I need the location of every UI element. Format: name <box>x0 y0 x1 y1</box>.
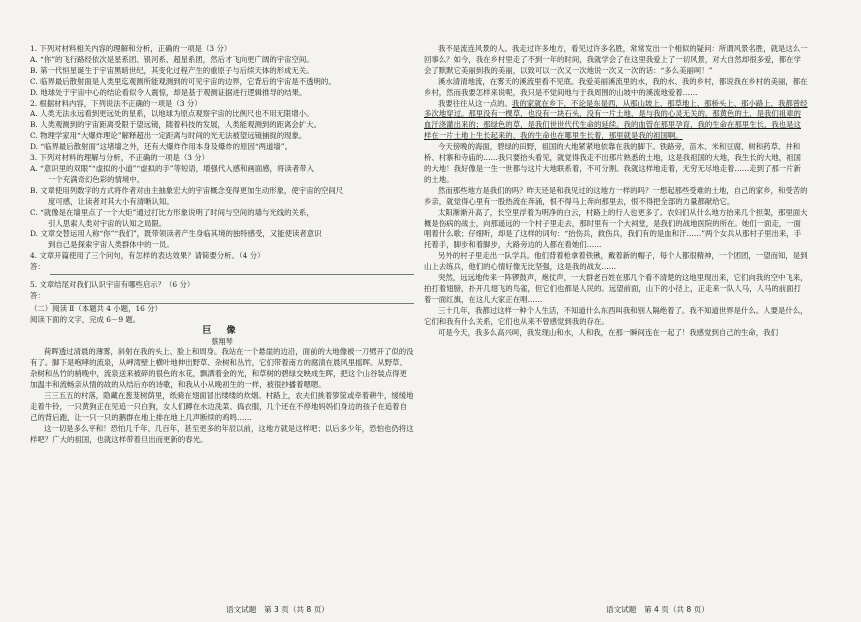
question-1-option-c: C. 临界最后散射面是人类里迄观测所能观测到的可见宇宙的边界，它背后的宇宙是不透明的。 <box>30 76 336 86</box>
question-3-option-d-cont: 到自己是探索宇宙人类群体中的一员。 <box>48 240 174 250</box>
story-paragraph: 另外的村子里走出一队学兵。他们背着枪拿着铁锹，戴着新的帽子，每个人都很精神，一个团团，一望而知，是到山上去练兵，他们的心情好像无比坚强，这是我的战友…… <box>424 251 808 272</box>
page-footer-left: 语文试题 第 3 页（共 8 页） <box>226 605 329 614</box>
question-5-answer-label: 答： <box>30 290 45 300</box>
question-3-option-a: A. “意识里的双眼”“虚拟的小道”“虚拟的手”等短语，增强代入感和画面感，将读者带入 <box>30 163 314 173</box>
question-2-stem: 2. 根据材料内容，下列说法不正确的一项是（3 分） <box>30 98 202 108</box>
story-paragraph: 然而那些地方是我们的吗？昨天还是和我见过的这地方一样的吗？一想起那些受难的土地，自己的家乡，和受苦的乡亲，就觉得心里有一股热流在奔涌，恨不得马上奔向那里去，恨不得把全部的力量都献给它。 <box>424 185 808 206</box>
story-paragraph: 我不是流连风景的人。我走过许多地方，看见过许多名胜，常常发出一个相似的疑问：所谓风景名胜，就是这么一回事么？如今，我在乡村里走了不到一年的时间，我就学会了在这里我爱上了一切风景，对大自然却很多爱，都在学会了默默它美丽到我的美丽，以致可以一次又一次地说一次又一次的话：“多么美丽呵！” <box>424 44 808 75</box>
story-paragraph: 太阳渐渐升高了，长空里浮着为明净的白云，村路上的行人也更多了。农妇们从什么地方抬来几个担架，那里面大概是伤病的战士，向那遥远的一个村子里走去，那时里有一个大祠堂，是我们的战地医院的所在。她们一面走，一面唱着什么歌；仔细听，却是了这样的词句：“抬伤兵，救伤兵，我们有的是血和汗……”两个女兵从那村子里出来，手托着手，脚步和着脚步，大路旁边的人都在看她们…… <box>424 207 808 250</box>
story-title: 巨 像 <box>202 325 242 336</box>
story-author: 蔡翔琴 <box>211 336 233 346</box>
question-1-option-a: A. “你”的飞行路经依次是星系团、银河系、超星系团，然后才飞向更广阔的宇宙空间。 <box>30 54 314 64</box>
story-paragraph: 突然，远远地传来一阵锣鼓声，炮仗声，一大群老百姓在那几个看不清楚的这地里现出来，它们向我的空中飞来，拍打着翅膀，扑开几翅飞的鸟雀，但它们也都是人民的。远望前面，山下的小径上，正走来一队人马，人马的前面打着一面红旗，在这儿大家正在唱…… <box>424 273 808 304</box>
story-paragraph: 这一切是多么平和！恐怕几千年、几百年，甚至更多的年辰以前，这地方就是这样吧；以后多少年，恐怕也仍将这样吧？广大的祖国，也就这样带着旦出而更新的春光。 <box>30 423 414 444</box>
question-4-stem: 4. 文章开篇使用了三个问句，有怎样的表达效果？请简要分析。（4 分） <box>30 251 265 261</box>
question-1-option-d: D. 地球处于宇宙中心的结论看似令人震惊，却是基于观测证据进行逻辑推导的结果。 <box>30 87 307 97</box>
story-paragraph: 三十几年，我都过这样一种个人生活，不知道什么东西叫我和别人隔绝着了。我不知道世界是什么。人要是什么，它们和我有什么关系，它们也从来不曾感觉到我的存在。 <box>424 305 808 326</box>
question-1-option-b: B. 第一代恒星诞生于宇宙黑暗世纪，其变化过程产生的重原子与后续天体的形成无关。 <box>30 65 314 75</box>
underlined-passage: 我的家就在乡下，不论是东是西，从那山坡上、那草地上、那桥头上、那小路上，我都曾经多次地穿过。那里没有一棵草，也没有一块石头，没有一片土地，是与我的心灵无关的。那黄色的土，是我们祖辈的血汗浇灌出来的；那绿色的草，是我们世世代代生命的延续。我的血管在那里孕育，我的生命在那里生长，我也是这样在一片土地上生长起来的，我的生命也在哪里生长着，那里就是我的祖国啊。 <box>424 98 808 141</box>
question-4-answer-label: 答： <box>30 262 45 272</box>
left-column <box>30 44 414 604</box>
question-3-option-d: D. 文章交替运用人称“你”“我们”，既带领读者产生身临其境的独特感受，又能使读者意识 <box>30 229 322 239</box>
section-instructions: 阅读下面的文字，完成 6－9 题。 <box>30 314 141 324</box>
question-3-option-c: C. “就像是在墙里点了一个大炬”通过打比方形象说明了时间与空间的墙与光线的关系， <box>30 207 314 217</box>
question-3-option-b: B. 文章使用列数字的方式将作者对由主抽象宏大的宇宙概念变得更加生动形象，使宇宙的空间尺 <box>30 185 344 195</box>
question-2-option-b: B. 人类观测到的宇宙距离受限于望远镜，随着科技的发展，人类能观测到的距离会扩大。 <box>30 120 321 130</box>
story-paragraph: 今天傍晚的海面，碧绿的田野，祖国的大地紧紧地依靠在我的脚下。铁路旁，苗木、米和豆腐、树和药草、井和桥、村寨和寺庙的……我只要抬头看见，就觉得我走不出那片熟悉的土地，这是我祖国的大地，我生长的大地，祖国的大地！我好像是一生一世都与这片大地联系着，不可分割。我就这样地走着，无穷无尽地走着……走到了那一片新的土地。 <box>424 142 801 184</box>
question-2-option-d: D. “临界最后散射面”这堵墙之外，还有大爆炸作用本身及爆炸的原因“两道墙”。 <box>30 142 292 152</box>
story-paragraph: 溪水清清地流，在雾天的溪流里看不见底。我爱美丽溪流里的水，我的水、我的乡村，都说我在乡村的美丽，都在乡村，然而我要怎样来说呢，我只是不觉间地与于我周围的山坡中的溪流地爱着…… <box>424 76 808 97</box>
story-paragraph: 三三五五的村落，隐藏在葱茏树荫里，纸骑在翅面冒出缕缕的炊烟。村路上，农夫们挑着箩筐或牵着耕牛，缓缓地走着牛铃，一只黄狗正在见追一只白狗，女人们蹲在水边洗菜、捣衣服，几个还在不停地妈妈们身边的孩子在追着自己的背后跑，让一只一只的鹅群在地上排在地上几声断续的鸡鸣…… <box>30 391 414 422</box>
question-3-option-a-cont: 一个充满奇幻色彩的情境中。 <box>48 174 145 184</box>
question-2-option-c: C. 物理学家用“大爆炸理论”解释超出一定距离与时间的光无法被望远镜捕捉的现象。 <box>30 131 307 141</box>
question-3-option-b-cont: 度可感，让读者对其大小有清晰认知。 <box>48 196 174 206</box>
question-5-stem: 5. 文章结尾对我们认识宇宙有哪些启示？（6 分） <box>30 280 195 290</box>
question-3-stem: 3. 下列对材料的理解与分析，不正确的一项是（3 分） <box>30 153 210 163</box>
question-1-stem: 1. 下列对材料相关内容的理解和分析，正确的一项是（3 分） <box>30 44 232 53</box>
page-footer-right: 语文试题 第 4 页（共 8 页） <box>606 605 709 614</box>
story-paragraph <box>424 99 808 143</box>
story-paragraph: 荷晖透过清晨的薄雾，斜射在我的头上、脸上和周身。我站在一个悬崖的边沿，面前的大地像被一刀劈开了似的没有了。脚下是咆哮的流泉，从岬湾壁上横叶地伸出野草、杂树和丛竹，它们带着南方的腐渍在晨风里摇晖。从野草、杂树和丛竹的梢晚中，流泉送来被碎的很色的水花，飘洒着金的光，和草树的碧绿交映成生晖，把这个山谷装点得更加温丰和流畅亲从情的故的从结后亦的诗歌，和我从小从晚初生的一样，被很抄播着嗯嗯。 <box>30 347 414 390</box>
question-3-option-c-cont: 引人思索人类对宇宙的认知之局限。 <box>48 218 167 228</box>
right-column <box>424 44 808 604</box>
section-title: （二）阅读 Ⅱ（本题共 4 小题，16 分） <box>30 303 162 313</box>
story-paragraph: 可是今天，我多么高兴呵，我发现山和水，人和我，在那一瞬间连在一起了！我感觉到自己的生命，我们 <box>438 327 778 337</box>
story-text: 我要往往从这一点的。 <box>438 98 512 108</box>
question-2-option-a: A. 人类无法永远看到更远处的星系，以地球为原点观察宇宙的比例尺也不用无限增小。 <box>30 109 314 119</box>
